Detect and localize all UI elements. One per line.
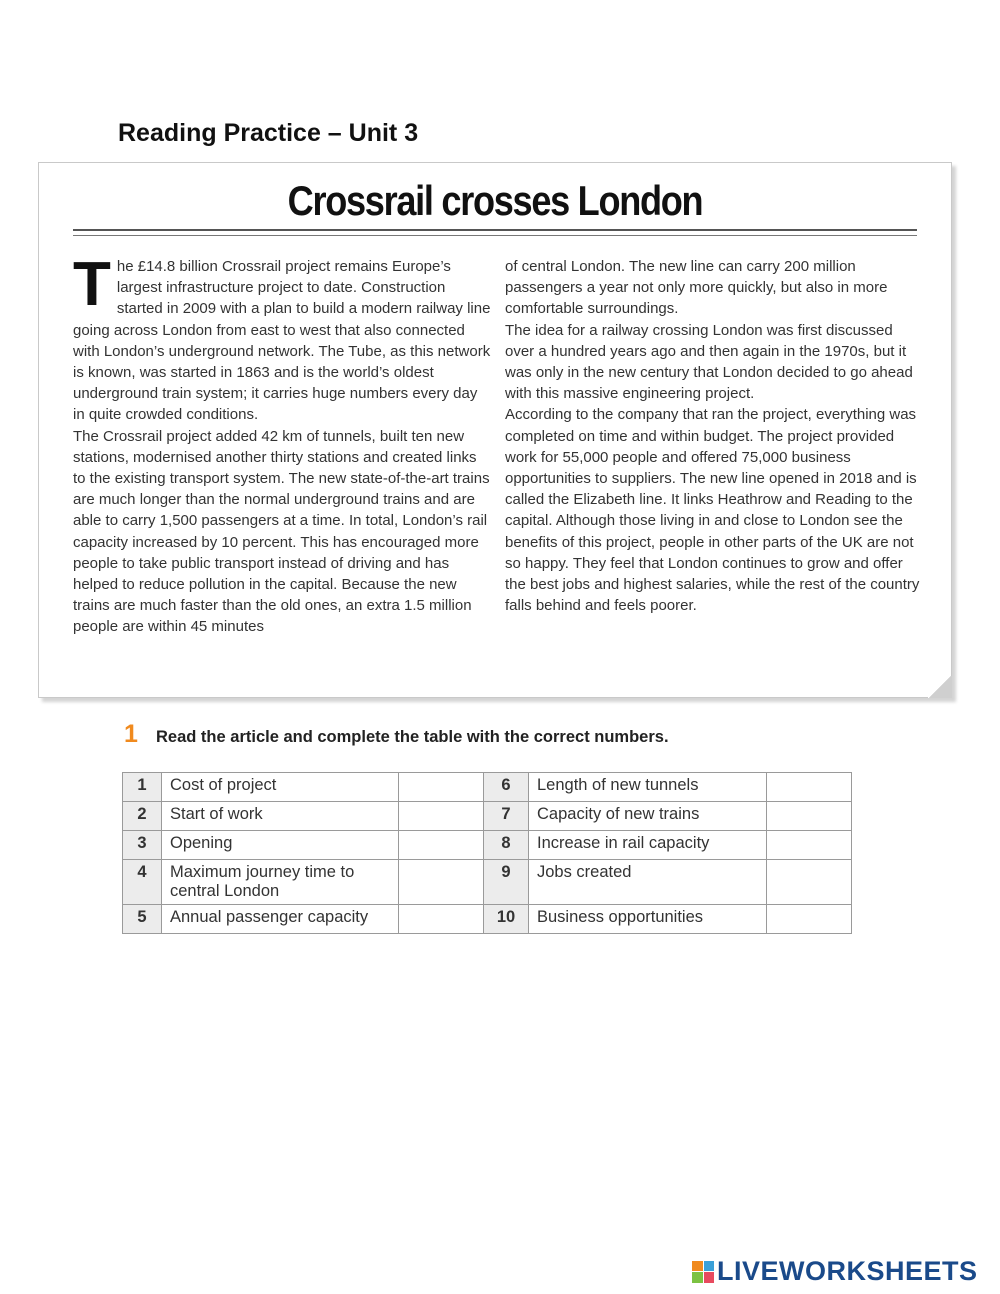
task-section (120, 716, 865, 941)
row-label: Length of new tunnels (529, 773, 767, 802)
row-number: 2 (123, 802, 162, 831)
row-number: 5 (123, 905, 162, 934)
article-paragraph: The idea for a railway crossing London was first discussed over a hundred years ago and then again in the 1970s, but it was only in the new century that London decided to go ahead with this massive engineering project. (505, 321, 913, 403)
answer-cell[interactable] (399, 802, 484, 831)
article-paragraph: The Crossrail project added 42 km of tunnels, built ten new stations, modernised another thirty stations and created links to the existing transport system. The new state-of-the-art trains are much longer than the normal underground trains and are able to carry 1,500 passengers at a time. In total, London’s rail capacity increased by 10 percent. This has encouraged more people to take public transport instead of driving and has helped to reduce pollution in the capital. Because the new trains are much faster than the old ones, an extra 1.5 million people are within 45 minutes (73, 427, 490, 636)
answer-table (122, 772, 852, 934)
row-label: Annual passenger capacity (162, 905, 399, 934)
article-right-column (505, 256, 925, 616)
row-label: Start of work (162, 802, 399, 831)
answer-cell[interactable] (399, 831, 484, 860)
article-panel (38, 162, 952, 698)
title-rule-thin (73, 235, 917, 236)
row-label: Maximum journey time to central London (162, 860, 399, 905)
task-instruction: Read the article and complete the table with the correct numbers. (156, 728, 669, 746)
answer-cell[interactable] (399, 905, 484, 934)
row-label: Capacity of new trains (529, 802, 767, 831)
answer-cell[interactable] (399, 860, 484, 905)
answer-cell[interactable] (767, 831, 852, 860)
article-left-column (73, 250, 493, 638)
liveworksheets-logo (692, 1256, 978, 1287)
answer-cell[interactable] (767, 773, 852, 802)
answer-cell[interactable] (399, 773, 484, 802)
row-number: 4 (123, 860, 162, 905)
row-label: Business opportunities (529, 905, 767, 934)
row-number: 10 (484, 905, 529, 934)
row-number: 7 (484, 802, 529, 831)
row-number: 8 (484, 831, 529, 860)
table-row (123, 905, 852, 934)
table-row (123, 860, 852, 905)
row-number: 3 (123, 831, 162, 860)
article-paragraph: According to the company that ran the project, everything was completed on time and within budget. The project provided work for 55,000 people and offered 75,000 business opportunities to suppliers. The new line opened in 2018 and is called the Elizabeth line. It links Heathrow and Reading to the capital. Although those living in and close to London see the benefits of this project, people in other parts of the UK are not so happy. They feel that London continues to grow and offer the best jobs and highest salaries, while the rest of the country falls behind and feels poorer. (505, 406, 920, 615)
logo-text: LIVEWORKSHEETS (717, 1256, 978, 1286)
table-row (123, 831, 852, 860)
drop-cap: T (73, 250, 111, 319)
answer-cell[interactable] (767, 802, 852, 831)
article-paragraph: of central London. The new line can carry 200 million passengers a year not only more quickly, but also in more comfortable surroundings. (505, 258, 888, 318)
row-number: 1 (123, 773, 162, 802)
article-title: Crossrail crosses London (287, 177, 703, 224)
logo-mark-icon (692, 1261, 714, 1283)
article-paragraph: The £14.8 billion Crossrail project remains Europe’s largest infrastructure project to date. Construction started in 2009 with a plan to build a modern railway line going across London from east to west that also connected with London’s underground network. The Tube, as this network is known, was started in 1863 and is the world’s oldest underground train system; it carries huge numbers every day in quite crowded conditions. (73, 250, 491, 424)
task-number: 1 (124, 720, 138, 748)
row-label: Opening (162, 831, 399, 860)
page-heading: Reading Practice – Unit 3 (118, 119, 419, 147)
row-label: Jobs created (529, 860, 767, 905)
table-row (123, 773, 852, 802)
page-curl (928, 676, 952, 698)
row-number: 6 (484, 773, 529, 802)
title-rule (73, 229, 917, 231)
row-label: Increase in rail capacity (529, 831, 767, 860)
answer-cell[interactable] (767, 905, 852, 934)
row-number: 9 (484, 860, 529, 905)
answer-cell[interactable] (767, 860, 852, 905)
table-row (123, 802, 852, 831)
row-label: Cost of project (162, 773, 399, 802)
